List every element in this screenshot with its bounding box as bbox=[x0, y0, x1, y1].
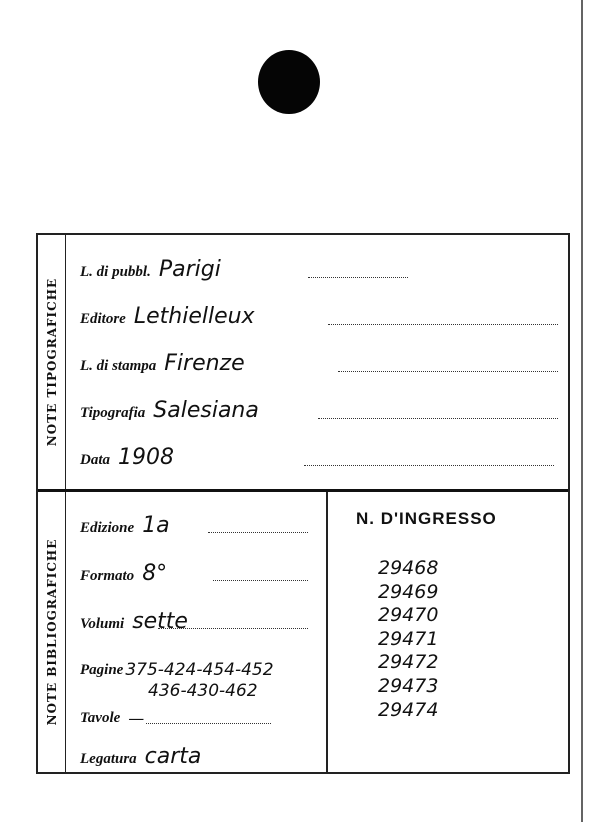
ingresso-number: 29473 bbox=[378, 674, 439, 697]
scan-edge-line bbox=[581, 0, 583, 822]
label-edizione: Edizione bbox=[80, 520, 135, 536]
label-tavole: Tavole bbox=[80, 710, 121, 726]
label-pagine: Pagine bbox=[80, 662, 124, 678]
dotted-line bbox=[318, 418, 558, 419]
ingresso-number: 29471 bbox=[378, 627, 439, 650]
ingresso-number: 29470 bbox=[378, 604, 439, 627]
value-tipografia: Salesiana bbox=[153, 398, 259, 423]
value-luogo-stampa: Firenze bbox=[164, 351, 245, 376]
value-edizione: 1a bbox=[142, 513, 170, 538]
bibliografiche-side-label-box bbox=[38, 492, 66, 772]
tipografiche-side-label: NOTE TIPOGRAFICHE bbox=[44, 277, 59, 447]
ingresso-number: 29468 bbox=[378, 557, 439, 579]
value-editore: Lethielleux bbox=[133, 304, 255, 329]
value-pagine-line1: 375-424-454-452 bbox=[125, 660, 274, 680]
field-formato bbox=[80, 549, 167, 585]
value-tavole: — bbox=[128, 709, 145, 728]
field-luogo-stampa bbox=[80, 339, 245, 375]
label-legatura: Legatura bbox=[80, 751, 137, 767]
catalog-card bbox=[36, 233, 570, 774]
label-formato: Formato bbox=[80, 568, 135, 584]
value-legatura: carta bbox=[144, 744, 202, 769]
tipografiche-section bbox=[38, 235, 568, 492]
ingresso-number: 29472 bbox=[378, 651, 439, 674]
ingresso-title: N. D'INGRESSO bbox=[356, 509, 497, 528]
field-data bbox=[80, 433, 174, 469]
label-data: Data bbox=[80, 452, 110, 468]
field-tipografia bbox=[80, 386, 259, 422]
ingresso-number: 29474 bbox=[378, 698, 439, 721]
ingresso-number: 29469 bbox=[378, 580, 439, 603]
column-divider bbox=[326, 492, 328, 772]
ingresso-numbers bbox=[378, 557, 438, 722]
label-volumi: Volumi bbox=[80, 616, 125, 632]
field-pagine bbox=[80, 643, 274, 679]
value-volumi: sette bbox=[132, 609, 188, 634]
field-tavole bbox=[80, 691, 144, 727]
label-luogo-pubblicazione: L. di pubbl. bbox=[80, 264, 151, 280]
value-data: 1908 bbox=[118, 445, 174, 470]
dotted-line bbox=[338, 371, 558, 372]
label-luogo-stampa: L. di stampa bbox=[80, 358, 157, 374]
dotted-line bbox=[213, 580, 308, 581]
dotted-line bbox=[146, 723, 271, 724]
field-legatura bbox=[80, 732, 201, 768]
dotted-line bbox=[328, 324, 558, 325]
value-formato: 8° bbox=[142, 561, 168, 586]
tipografiche-side-label-box bbox=[38, 235, 66, 489]
field-editore bbox=[80, 292, 255, 328]
field-edizione bbox=[80, 501, 170, 537]
field-luogo-pubblicazione bbox=[80, 245, 221, 281]
bibliografiche-side-label: NOTE BIBLIOGRAFICHE bbox=[44, 538, 59, 726]
label-editore: Editore bbox=[80, 311, 126, 327]
label-tipografia: Tipografia bbox=[80, 405, 146, 421]
dotted-line bbox=[158, 628, 308, 629]
value-luogo-pubblicazione: Parigi bbox=[158, 257, 221, 282]
punch-hole bbox=[258, 50, 320, 114]
value-pagine-line2: 436-430-462 bbox=[148, 681, 258, 701]
dotted-line bbox=[308, 277, 408, 278]
dotted-line bbox=[208, 532, 308, 533]
dotted-line bbox=[304, 465, 554, 466]
